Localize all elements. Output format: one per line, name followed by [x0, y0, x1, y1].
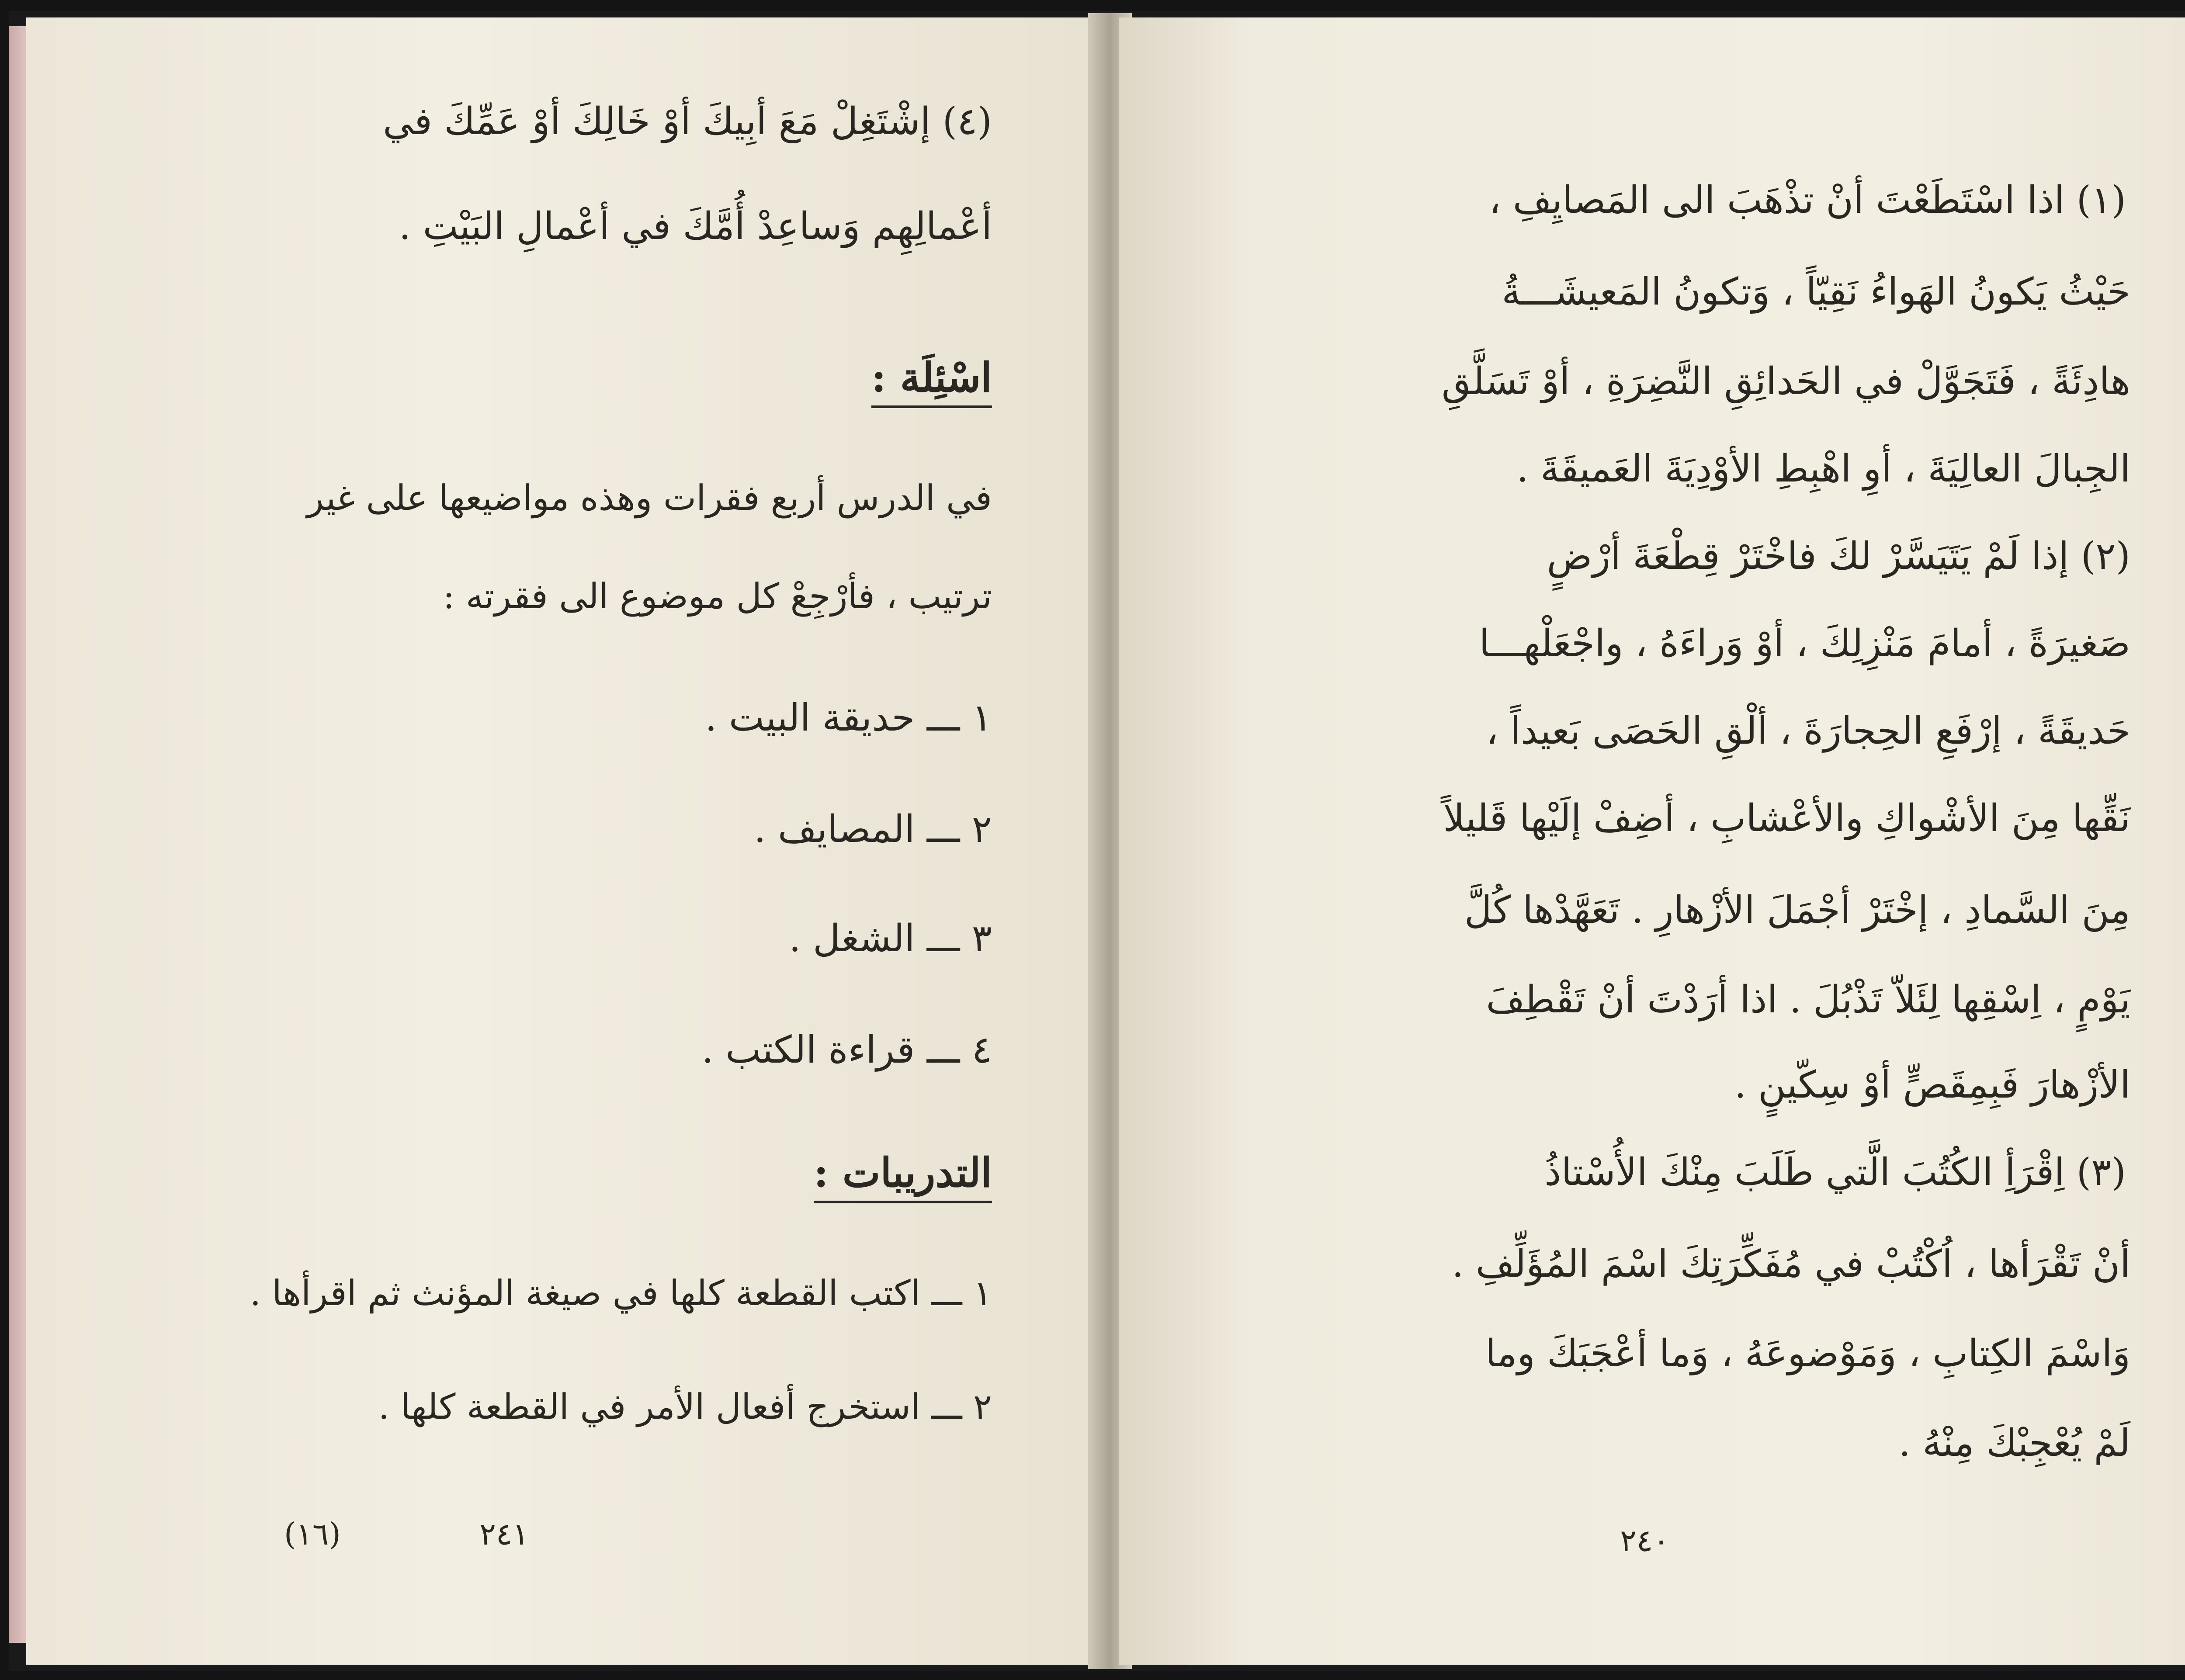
page-number: ٢٤٠ [1620, 1523, 1669, 1559]
text-line: حَديقَةً ، إرْفَعِ الحِجارَةَ ، ألْقِ الحَصَى بَعيداً ، [1486, 709, 2130, 753]
exercise-item: ١ ـــ اكتب القطعة كلها في صيغة المؤنث ثم اقرأها . [250, 1273, 992, 1313]
text-line: صَغيرَةً ، أمامَ مَنْزِلِكَ ، أوْ وَراءَهُ ، واجْعَلْهـــا [1479, 622, 2130, 665]
text-line: الجِبالَ العالِيَةَ ، أوِ اهْبِطِ الأوْدِيَةَ العَميقَةَ . [1516, 447, 2130, 491]
right-page [1119, 17, 2185, 1665]
topic-item: ٢ ـــ المصايف . [754, 807, 992, 851]
paragraph-4-line-1: (٤) إشْتَغِلْ مَعَ أبِيكَ أوْ خَالِكَ أوْ عَمِّكَ في [383, 100, 992, 143]
exercises-heading: التدريبات : [814, 1149, 992, 1203]
page-number: ٢٤١ [479, 1516, 529, 1552]
text-line: الأزْهارَ فَبِمِقَصٍّ أوْ سِكّينٍ . [1734, 1063, 2130, 1107]
text-line: مِنَ السَّمادِ ، إخْتَرْ أجْمَلَ الأزْهارِ . تَعَهَّدْها كُلَّ [1464, 888, 2130, 932]
exercise-item: ٢ ـــ استخرج أفعال الأمر في القطعة كلها . [378, 1386, 992, 1427]
text-line: حَيْثُ يَكونُ الهَواءُ نَقِيّاً ، وَتكونُ المَعيشَـــةُ [1502, 270, 2130, 314]
text-line: (٢) إذا لَمْ يَتَيَسَّرْ لكَ فاخْتَرْ قِطْعَةَ أرْضٍ [1547, 534, 2130, 578]
text-line: لَمْ يُعْجِبْكَ مِنْهُ . [1898, 1421, 2130, 1465]
text-line: هادِئَةً ، فَتَجَوَّلْ في الحَدائِقِ النَّضِرَةِ ، أوْ تَسَلَّقِ [1441, 360, 2130, 403]
questions-intro-line-2: ترتيب ، فأرْجِعْ كل موضوع الى فقرته : [443, 576, 992, 617]
text-line: نَقِّها مِنَ الأشْواكِ والأعْشابِ ، أضِفْ إلَيْها قَليلاً [1443, 797, 2130, 840]
topic-item: ٤ ـــ قراءة الكتب . [701, 1028, 992, 1072]
questions-intro-line-1: في الدرس أربع فقرات وهذه مواضيعها على غير [307, 478, 992, 518]
text-line: يَوْمٍ ، اِسْقِها لِئَلاّ تَذْبُلَ . اذا أرَدْتَ أنْ تَقْطِفَ [1486, 978, 2130, 1022]
paragraph-4-line-2: أعْمالِهِم وَساعِدْ أُمَّكَ في أعْمالِ البَيْتِ . [399, 204, 992, 248]
topic-item: ٣ ـــ الشغل . [789, 917, 992, 960]
text-line: (٣) اِقْرَأِ الكُتُبَ الَّتي طَلَبَ مِنْكَ الأُسْتاذُ [1544, 1150, 2126, 1194]
text-line: أنْ تَقْرَأها ، اُكْتُبْ في مُفَكِّرَتِكَ اسْمَ المُؤَلِّفِ . [1452, 1242, 2130, 1286]
signature-mark: (١٦) [284, 1516, 341, 1552]
topic-item: ١ ـــ حديقة البيت . [705, 696, 992, 740]
left-page [26, 17, 1097, 1665]
text-line: وَاسْمَ الكِتابِ ، وَمَوْضوعَهُ ، وَما أعْجَبَكَ وما [1485, 1332, 2130, 1375]
questions-heading: اسْئِلَة : [871, 354, 992, 408]
text-line: (١) اذا اسْتَطَعْتَ أنْ تذْهَبَ الى المَصايِفِ ، [1488, 178, 2126, 222]
